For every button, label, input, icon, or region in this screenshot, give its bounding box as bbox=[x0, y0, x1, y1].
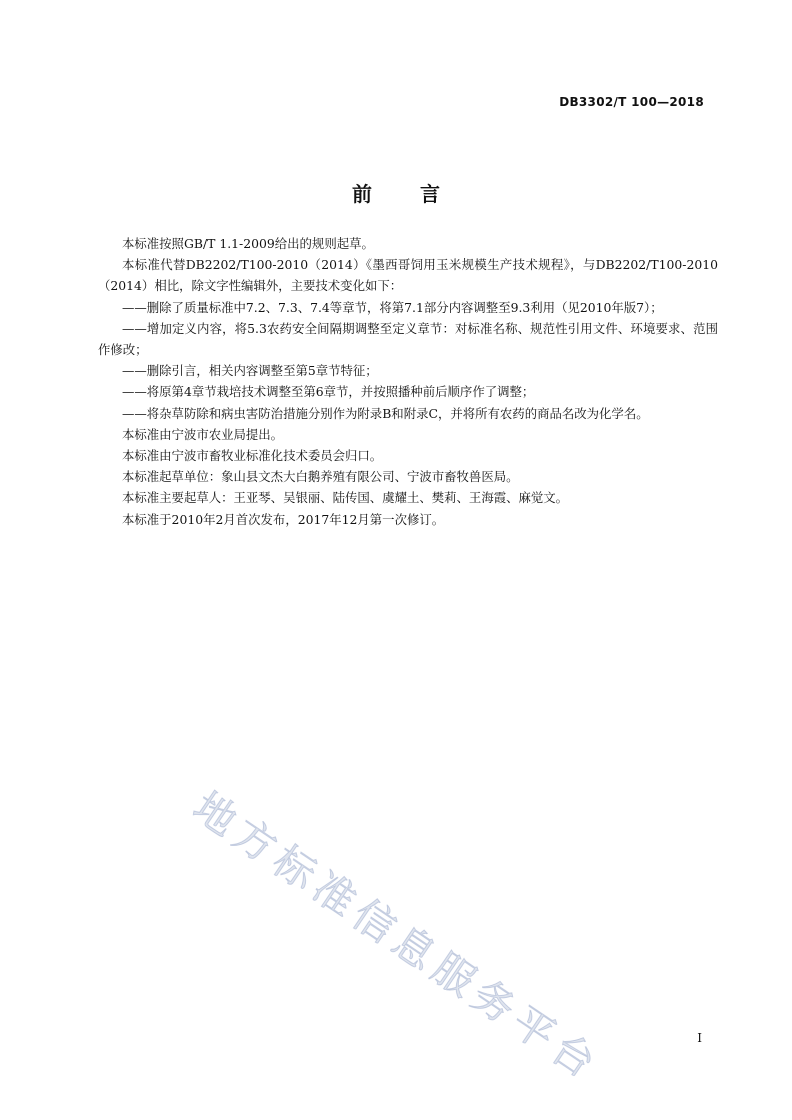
paragraph: 本标准于2010年2月首次发布，2017年12月第一次修订。 bbox=[122, 511, 445, 527]
paragraph: 本标准由宁波市农业局提出。 bbox=[122, 426, 284, 442]
page-number: I bbox=[697, 1031, 702, 1045]
paragraph: ——增加定义内容，将5.3农药安全间隔期调整至定义章节：对标准名称、规范性引用文件、环境要求、范围作修改； bbox=[98, 320, 718, 358]
paragraph: ——将原第4章节栽培技术调整至第6章节，并按照播种前后顺序作了调整； bbox=[122, 384, 535, 400]
paragraph: ——删除了质量标准中7.2、7.3、7.4等章节，将第7.1部分内容调整至9.3利用（见2010年版7）； bbox=[122, 299, 663, 315]
page-title: 前言 bbox=[352, 182, 488, 206]
foreword-body bbox=[98, 233, 718, 530]
paragraph: ——将杂草防除和病虫害防治措施分别作为附录B和附录C，并将所有农药的商品名改为化学名。 bbox=[122, 405, 649, 421]
document-code: DB3302/T 100—2018 bbox=[559, 95, 704, 109]
paragraph: 本标准按照GB/T 1.1-2009给出的规则起草。 bbox=[122, 236, 374, 251]
paragraph: 本标准主要起草人：王亚琴、吴银丽、陆传国、虞耀土、樊莉、王海霞、麻觉文。 bbox=[122, 490, 569, 506]
paragraph: 本标准代替DB2202/T100-2010（2014）《墨西哥饲用玉米规模生产技术规程》，与DB2202/T100-2010（2014）相比，除文字性编辑外，主要技术变化如下： bbox=[98, 257, 718, 294]
watermark: 地方标准信息服务平台 bbox=[184, 782, 610, 1091]
paragraph: ——删除引言，相关内容调整至第5章节特征； bbox=[122, 363, 378, 379]
paragraph: 本标准由宁波市畜牧业标准化技术委员会归口。 bbox=[122, 448, 383, 464]
paragraph: 本标准起草单位：象山县文杰大白鹅养殖有限公司、宁波市畜牧兽医局。 bbox=[122, 469, 519, 485]
